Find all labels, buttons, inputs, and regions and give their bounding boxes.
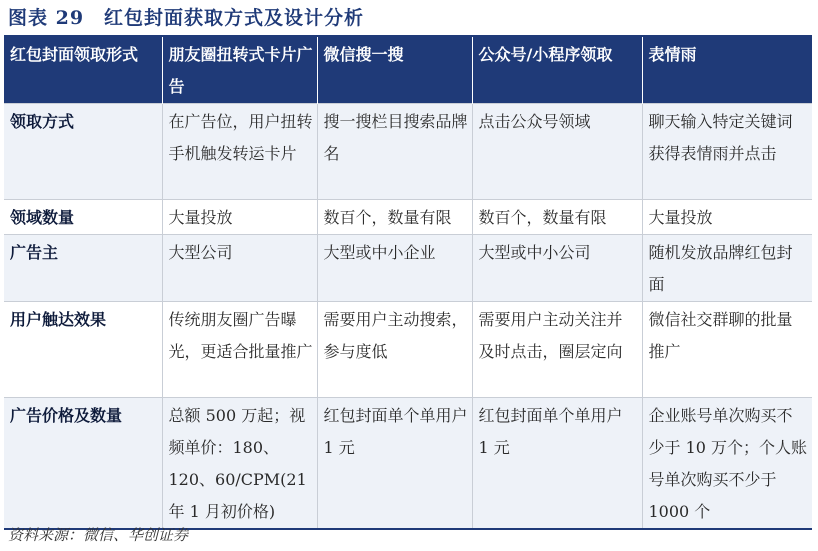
table-cell: 聊天输入特定关键词获得表情雨并点击 xyxy=(642,104,812,200)
column-header: 朋友圈扭转式卡片广告 xyxy=(162,36,317,104)
row-label: 领取方式 xyxy=(4,104,162,200)
source-note: 资料来源：微信、华创证券 xyxy=(8,526,189,544)
table-cell: 企业账号单次购买不少于 10 万个；个人账号单次购买不少于 1000 个 xyxy=(642,398,812,530)
figure-title: 图表 29 红包封面获取方式及设计分析 xyxy=(8,7,365,29)
column-header: 表情雨 xyxy=(642,36,812,104)
table-cell: 红包封面单个单用户 1 元 xyxy=(472,398,642,530)
table-cell: 大量投放 xyxy=(162,200,317,235)
table-cell: 大型或中小企业 xyxy=(317,235,472,302)
table-row xyxy=(4,235,812,302)
table-cell: 点击公众号领域 xyxy=(472,104,642,200)
table-row xyxy=(4,104,812,200)
table-row xyxy=(4,200,812,235)
table-cell: 大型或中小公司 xyxy=(472,235,642,302)
table-cell: 数百个，数量有限 xyxy=(472,200,642,235)
table-cell: 需要用户主动搜索，参与度低 xyxy=(317,302,472,398)
row-label: 广告价格及数量 xyxy=(4,398,162,530)
table-cell: 大量投放 xyxy=(642,200,812,235)
row-label: 用户触达效果 xyxy=(4,302,162,398)
row-label: 领域数量 xyxy=(4,200,162,235)
table-cell: 需要用户主动关注并及时点击，圈层定向 xyxy=(472,302,642,398)
table-cell: 总额 500 万起；视频单价：180、120、60/CPM(21 年 1 月初价格) xyxy=(162,398,317,530)
comparison-table xyxy=(4,35,812,530)
table-cell: 随机发放品牌红包封面 xyxy=(642,235,812,302)
column-header: 公众号/小程序领取 xyxy=(472,36,642,104)
column-header: 红包封面领取形式 xyxy=(4,36,162,104)
table-row xyxy=(4,398,812,530)
row-label: 广告主 xyxy=(4,235,162,302)
table-cell: 传统朋友圈广告曝光，更适合批量推广 xyxy=(162,302,317,398)
table-cell: 大型公司 xyxy=(162,235,317,302)
table-cell: 搜一搜栏目搜索品牌名 xyxy=(317,104,472,200)
table-cell: 微信社交群聊的批量推广 xyxy=(642,302,812,398)
table-cell: 数百个，数量有限 xyxy=(317,200,472,235)
table-cell: 在广告位，用户扭转手机触发转运卡片 xyxy=(162,104,317,200)
table-cell: 红包封面单个单用户 1 元 xyxy=(317,398,472,530)
column-header: 微信搜一搜 xyxy=(317,36,472,104)
table-row xyxy=(4,302,812,398)
table-header-row xyxy=(4,36,812,104)
